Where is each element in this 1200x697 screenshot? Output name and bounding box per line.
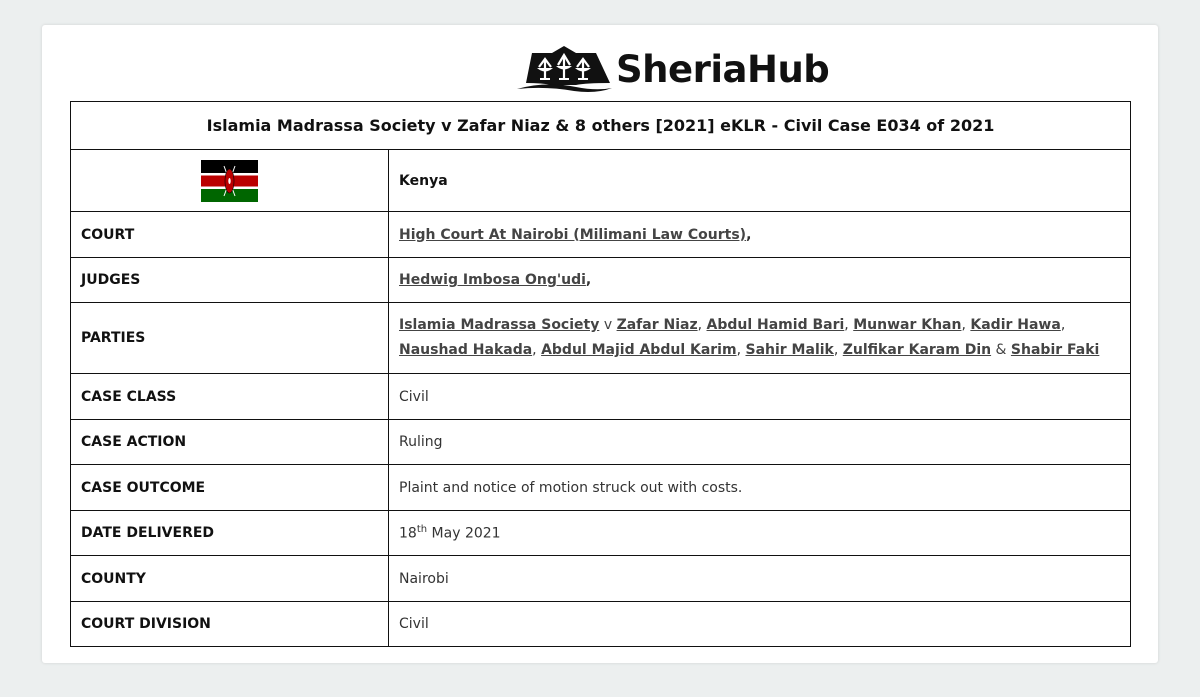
judges-value (389, 258, 1131, 303)
party-link[interactable]: Sahir Malik (745, 342, 834, 358)
court-value (389, 212, 1131, 258)
court-label: COURT (71, 212, 389, 258)
court-link[interactable]: High Court At Nairobi (Milimani Law Courts) (399, 226, 747, 243)
judges-label: JUDGES (71, 258, 389, 303)
case-outcome-value: Plaint and notice of motion struck out with costs. (389, 465, 1131, 511)
kenya-flag-icon (201, 173, 258, 189)
country-row (71, 150, 1131, 212)
party-link[interactable]: Kadir Hawa (970, 317, 1061, 333)
court-row (71, 212, 1131, 258)
court-division-value: Civil (389, 602, 1131, 647)
case-outcome-row (71, 465, 1131, 511)
court-suffix: , (746, 226, 752, 243)
parties-value: Islamia Madrassa Society v Zafar Niaz, Abdul Hamid Bari, Munwar Khan, Kadir Hawa, Naushad Hakada, Abdul Majid Abdul Karim, Sahir Malik, Zulfikar Karam Din & Shabir Faki (389, 303, 1131, 374)
case-class-label: CASE CLASS (71, 374, 389, 420)
case-action-value: Ruling (389, 420, 1131, 465)
date-delivered-label: DATE DELIVERED (71, 511, 389, 556)
case-details-table (70, 101, 1131, 647)
scales-roof-icon (516, 45, 614, 93)
party-link[interactable]: Abdul Hamid Bari (706, 317, 845, 333)
date-day: 18 (399, 525, 417, 542)
court-division-label: COURT DIVISION (71, 602, 389, 647)
county-value: Nairobi (389, 556, 1131, 602)
date-ordinal: th (416, 524, 428, 536)
country-name: Kenya (389, 150, 1131, 212)
case-class-value: Civil (389, 374, 1131, 420)
ampersand-text: & (995, 342, 1007, 358)
party-link[interactable]: Zulfikar Karam Din (842, 342, 992, 358)
brand-name: SheriaHub (616, 47, 830, 91)
case-title-row (71, 102, 1131, 150)
sheriahub-logo[interactable] (516, 44, 830, 94)
case-class-row (71, 374, 1131, 420)
court-division-row (71, 602, 1131, 647)
parties-label: PARTIES (71, 303, 389, 374)
case-outcome-label: CASE OUTCOME (71, 465, 389, 511)
judges-suffix: , (585, 272, 592, 288)
versus-text: v (603, 317, 613, 333)
county-label: COUNTY (71, 556, 389, 602)
party-link[interactable]: Islamia Madrassa Society (399, 317, 600, 333)
party-link[interactable]: Abdul Majid Abdul Karim (541, 342, 737, 358)
case-title: Islamia Madrassa Society v Zafar Niaz & 8 others [2021] eKLR - Civil Case E034 of 2021 (71, 102, 1131, 150)
case-action-label: CASE ACTION (71, 420, 389, 465)
date-delivered-value (389, 511, 1131, 556)
flag-cell (71, 150, 389, 212)
party-link[interactable]: Zafar Niaz (616, 317, 698, 333)
case-action-row (71, 420, 1131, 465)
judge-link[interactable]: Hedwig Imbosa Ong'udi (399, 272, 586, 288)
party-link[interactable]: Munwar Khan (853, 317, 962, 333)
party-link[interactable]: Naushad Hakada (399, 342, 533, 358)
judges-row (71, 258, 1131, 303)
parties-row (71, 303, 1131, 374)
date-delivered-row (71, 511, 1131, 556)
county-row (71, 556, 1131, 602)
party-link[interactable]: Shabir Faki (1010, 342, 1100, 358)
date-rest: May 2021 (431, 525, 501, 542)
